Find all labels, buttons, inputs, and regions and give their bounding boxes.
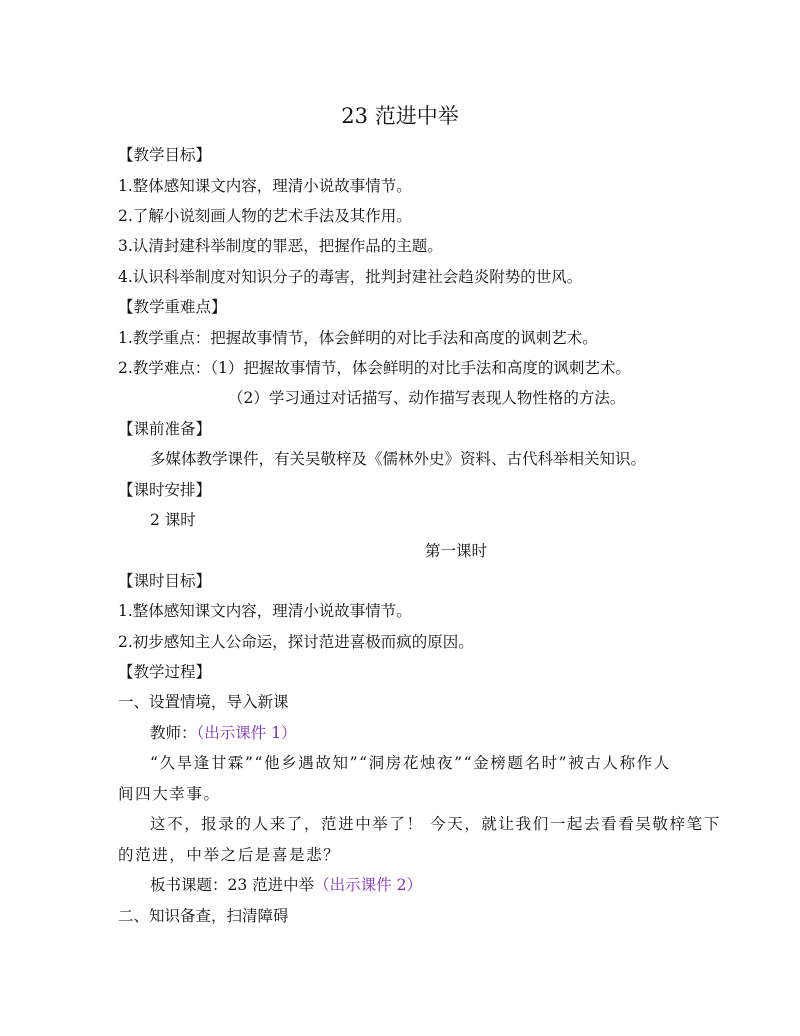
objectives-heading: 【教学目标】 — [118, 146, 212, 164]
board-title-line — [150, 875, 422, 895]
board-label: 板书课题：23 范进中举 — [150, 876, 315, 894]
schedule-text: 2 课时 — [150, 511, 196, 529]
step-1-heading: 一、设置情境，导入新课 — [118, 693, 289, 711]
document-title: 23 范进中举 — [341, 104, 459, 128]
paragraph-1-line-1: “久旱逢甘霖”“他乡遇故知”“洞房花烛夜”“金榜题名时”被古人称作人 — [150, 754, 671, 772]
teacher-label: 教师： — [150, 724, 197, 742]
prep-heading: 【课前准备】 — [118, 420, 212, 438]
paragraph-2-line-1: 这不，报录的人来了，范进中举了！ 今天，就让我们一起去看看吴敬梓笔下 — [150, 815, 721, 833]
lesson-goal-1: 1.整体感知课文内容，理清小说故事情节。 — [118, 602, 412, 620]
prep-text: 多媒体教学课件，有关吴敬梓及《儒林外史》资料、古代科举相关知识。 — [150, 450, 647, 468]
key-points-heading: 【教学重难点】 — [118, 298, 227, 316]
lesson-goals-heading: 【课时目标】 — [118, 572, 212, 590]
key-point-1: 1.教学重点：把握故事情节，体会鲜明的对比手法和高度的讽刺艺术。 — [118, 329, 598, 347]
step-2-heading: 二、知识备查，扫清障碍 — [118, 907, 289, 925]
objective-item-2: 2.了解小说刻画人物的艺术手法及其作用。 — [118, 207, 412, 225]
schedule-heading: 【课时安排】 — [118, 481, 212, 499]
objective-item-1: 1.整体感知课文内容，理清小说故事情节。 — [118, 177, 412, 195]
key-point-2-sub: （2）学习通过对话描写、动作描写表现人物性格的方法。 — [228, 389, 626, 407]
objective-item-4: 4.认识科举制度对知识分子的毒害，批判封建社会趋炎附势的世风。 — [118, 268, 583, 286]
courseware-1-link: （出示课件 1） — [196, 724, 297, 742]
key-point-2: 2.教学难点：（1）把握故事情节，体会鲜明的对比手法和高度的讽刺艺术。 — [118, 359, 631, 377]
first-lesson-title: 第一课时 — [425, 542, 488, 560]
objective-item-3: 3.认清封建科举制度的罪恶，把握作品的主题。 — [118, 237, 443, 255]
teacher-line — [150, 723, 297, 743]
process-heading: 【教学过程】 — [118, 663, 212, 681]
paragraph-2-line-2: 的范进，中举之后是喜是悲？ — [118, 846, 341, 864]
paragraph-1-line-2: 间四大幸事。 — [118, 785, 221, 803]
lesson-goal-2: 2.初步感知主人公命运，探讨范进喜极而疯的原因。 — [118, 633, 474, 651]
courseware-2-link: （出示课件 2） — [314, 876, 422, 894]
